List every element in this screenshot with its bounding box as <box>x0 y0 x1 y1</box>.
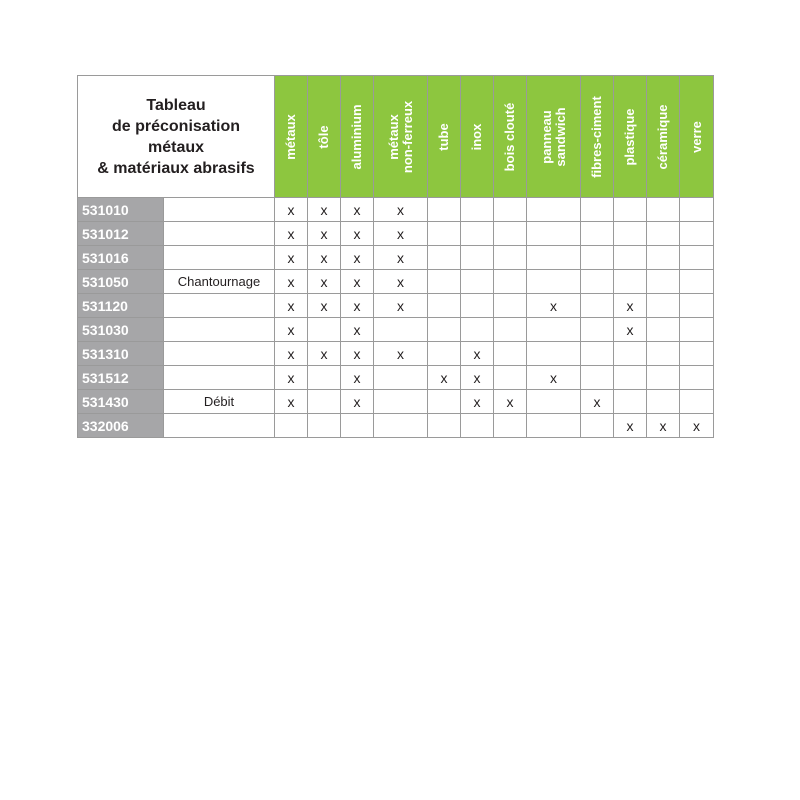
material-label <box>623 108 637 165</box>
compatibility-mark: x <box>461 342 494 366</box>
compatibility-mark: x <box>341 198 374 222</box>
empty-cell <box>647 222 680 246</box>
compatibility-mark: x <box>647 414 680 438</box>
material-header <box>308 76 341 198</box>
table-row <box>78 414 714 438</box>
compatibility-mark: x <box>275 318 308 342</box>
empty-cell <box>428 390 461 414</box>
compatibility-mark: x <box>341 294 374 318</box>
empty-cell <box>308 414 341 438</box>
empty-cell <box>581 414 614 438</box>
compatibility-mark: x <box>308 270 341 294</box>
table-row <box>78 270 714 294</box>
empty-cell <box>374 390 428 414</box>
preconisation-table <box>77 75 714 438</box>
material-header <box>494 76 527 198</box>
empty-cell <box>461 318 494 342</box>
empty-cell <box>527 198 581 222</box>
material-header <box>275 76 308 198</box>
usage-note <box>164 366 275 390</box>
material-label-line: fibres-ciment <box>589 95 604 178</box>
empty-cell <box>275 414 308 438</box>
empty-cell <box>428 246 461 270</box>
compatibility-mark: x <box>341 270 374 294</box>
product-code: 531430 <box>78 390 164 414</box>
empty-cell <box>308 318 341 342</box>
compatibility-mark: x <box>308 198 341 222</box>
empty-cell <box>581 342 614 366</box>
compatibility-mark: x <box>275 342 308 366</box>
material-label <box>350 104 364 169</box>
compatibility-mark: x <box>614 414 647 438</box>
empty-cell <box>680 198 714 222</box>
compatibility-mark: x <box>680 414 714 438</box>
compatibility-mark: x <box>494 390 527 414</box>
usage-note <box>164 198 275 222</box>
empty-cell <box>680 246 714 270</box>
empty-cell <box>527 342 581 366</box>
usage-note <box>164 294 275 318</box>
empty-cell <box>527 318 581 342</box>
material-label-line: plastique <box>622 107 637 166</box>
empty-cell <box>647 294 680 318</box>
product-code: 531310 <box>78 342 164 366</box>
material-header <box>647 76 680 198</box>
compatibility-mark: x <box>275 294 308 318</box>
compatibility-mark: x <box>581 390 614 414</box>
table-row <box>78 246 714 270</box>
compatibility-mark: x <box>341 222 374 246</box>
compatibility-mark: x <box>527 366 581 390</box>
material-label-line: tôle <box>316 124 331 149</box>
empty-cell <box>614 270 647 294</box>
product-code: 531030 <box>78 318 164 342</box>
material-label-line: panneau <box>538 109 554 164</box>
empty-cell <box>374 318 428 342</box>
compatibility-mark: x <box>275 222 308 246</box>
empty-cell <box>581 246 614 270</box>
material-header <box>680 76 714 198</box>
empty-cell <box>581 270 614 294</box>
title-line: métaux <box>147 138 205 156</box>
table-row <box>78 198 714 222</box>
empty-cell <box>461 270 494 294</box>
empty-cell <box>647 318 680 342</box>
usage-note: Débit <box>164 390 275 414</box>
compatibility-mark: x <box>308 342 341 366</box>
empty-cell <box>494 270 527 294</box>
empty-cell <box>428 294 461 318</box>
product-code: 531512 <box>78 366 164 390</box>
empty-cell <box>461 414 494 438</box>
material-label-line: bois clouté <box>502 102 517 171</box>
empty-cell <box>647 198 680 222</box>
compatibility-mark: x <box>308 294 341 318</box>
empty-cell <box>308 366 341 390</box>
material-header <box>428 76 461 198</box>
empty-cell <box>680 222 714 246</box>
usage-note <box>164 342 275 366</box>
compatibility-mark: x <box>341 366 374 390</box>
usage-note <box>164 222 275 246</box>
empty-cell <box>494 246 527 270</box>
compatibility-mark: x <box>374 246 428 270</box>
empty-cell <box>461 222 494 246</box>
title-line: Tableau <box>146 96 206 114</box>
compatibility-mark: x <box>275 246 308 270</box>
empty-cell <box>614 222 647 246</box>
empty-cell <box>494 222 527 246</box>
compatibility-mark: x <box>308 246 341 270</box>
empty-cell <box>428 270 461 294</box>
material-header <box>581 76 614 198</box>
empty-cell <box>614 198 647 222</box>
compatibility-mark: x <box>308 222 341 246</box>
table-row <box>78 366 714 390</box>
empty-cell <box>428 222 461 246</box>
compatibility-mark: x <box>374 270 428 294</box>
product-code: 531012 <box>78 222 164 246</box>
empty-cell <box>680 390 714 414</box>
empty-cell <box>461 246 494 270</box>
table-body <box>78 198 714 438</box>
material-label <box>317 125 331 148</box>
compatibility-mark: x <box>614 318 647 342</box>
material-header <box>614 76 647 198</box>
material-label-line: tube <box>436 122 451 151</box>
empty-cell <box>680 270 714 294</box>
empty-cell <box>680 342 714 366</box>
empty-cell <box>527 222 581 246</box>
material-header <box>374 76 428 198</box>
table-row <box>78 342 714 366</box>
material-label-line: sandwich <box>552 106 568 167</box>
compatibility-mark: x <box>428 366 461 390</box>
material-label-line: non-ferreux <box>399 100 415 173</box>
material-label-line: inox <box>469 123 484 150</box>
material-label <box>387 100 415 172</box>
material-label-line: aluminium <box>349 103 364 170</box>
empty-cell <box>581 222 614 246</box>
product-code: 531010 <box>78 198 164 222</box>
empty-cell <box>527 414 581 438</box>
empty-cell <box>374 414 428 438</box>
compatibility-mark: x <box>527 294 581 318</box>
compatibility-mark: x <box>275 270 308 294</box>
product-code: 332006 <box>78 414 164 438</box>
compatibility-mark: x <box>341 342 374 366</box>
empty-cell <box>680 366 714 390</box>
empty-cell <box>428 342 461 366</box>
empty-cell <box>527 390 581 414</box>
compatibility-mark: x <box>374 342 428 366</box>
empty-cell <box>614 390 647 414</box>
empty-cell <box>428 318 461 342</box>
empty-cell <box>581 366 614 390</box>
material-label <box>437 123 451 150</box>
material-label-line: céramique <box>655 103 670 170</box>
empty-cell <box>428 414 461 438</box>
material-header <box>527 76 581 198</box>
usage-note <box>164 318 275 342</box>
empty-cell <box>647 246 680 270</box>
empty-cell <box>494 294 527 318</box>
compatibility-mark: x <box>374 222 428 246</box>
empty-cell <box>461 198 494 222</box>
material-label-line: métaux <box>283 113 298 160</box>
compatibility-mark: x <box>341 390 374 414</box>
product-code: 531120 <box>78 294 164 318</box>
compatibility-mark: x <box>614 294 647 318</box>
product-code: 531050 <box>78 270 164 294</box>
compatibility-mark: x <box>275 390 308 414</box>
empty-cell <box>494 318 527 342</box>
usage-note <box>164 414 275 438</box>
material-label-line: métaux <box>385 113 401 160</box>
empty-cell <box>527 246 581 270</box>
compatibility-mark: x <box>275 198 308 222</box>
empty-cell <box>581 318 614 342</box>
compatibility-mark: x <box>341 246 374 270</box>
empty-cell <box>494 414 527 438</box>
material-label <box>470 123 484 150</box>
material-label <box>540 107 568 166</box>
empty-cell <box>428 198 461 222</box>
empty-cell <box>647 342 680 366</box>
empty-cell <box>308 390 341 414</box>
empty-cell <box>461 294 494 318</box>
empty-cell <box>614 366 647 390</box>
empty-cell <box>647 366 680 390</box>
table-row <box>78 222 714 246</box>
empty-cell <box>614 342 647 366</box>
empty-cell <box>494 366 527 390</box>
material-label <box>503 102 517 171</box>
empty-cell <box>374 366 428 390</box>
compatibility-mark: x <box>374 294 428 318</box>
empty-cell <box>680 318 714 342</box>
title-line: de préconisation <box>111 117 241 135</box>
empty-cell <box>341 414 374 438</box>
header-row <box>78 76 714 198</box>
material-label <box>690 121 704 153</box>
material-header <box>461 76 494 198</box>
table-row <box>78 294 714 318</box>
empty-cell <box>581 198 614 222</box>
compatibility-mark: x <box>461 390 494 414</box>
empty-cell <box>494 198 527 222</box>
empty-cell <box>647 270 680 294</box>
material-header <box>341 76 374 198</box>
title-line: & matériaux abrasifs <box>97 159 255 177</box>
empty-cell <box>527 270 581 294</box>
compatibility-mark: x <box>275 366 308 390</box>
material-label <box>656 104 670 169</box>
empty-cell <box>647 390 680 414</box>
usage-note: Chantournage <box>164 270 275 294</box>
material-label-line: verre <box>688 120 704 153</box>
compatibility-mark: x <box>341 318 374 342</box>
compatibility-mark: x <box>374 198 428 222</box>
table-title <box>78 76 275 198</box>
empty-cell <box>494 342 527 366</box>
empty-cell <box>614 246 647 270</box>
material-label <box>284 114 298 160</box>
compatibility-mark: x <box>461 366 494 390</box>
table-row <box>78 390 714 414</box>
material-label <box>590 96 604 178</box>
empty-cell <box>581 294 614 318</box>
usage-note <box>164 246 275 270</box>
product-code: 531016 <box>78 246 164 270</box>
table-row <box>78 318 714 342</box>
empty-cell <box>680 294 714 318</box>
